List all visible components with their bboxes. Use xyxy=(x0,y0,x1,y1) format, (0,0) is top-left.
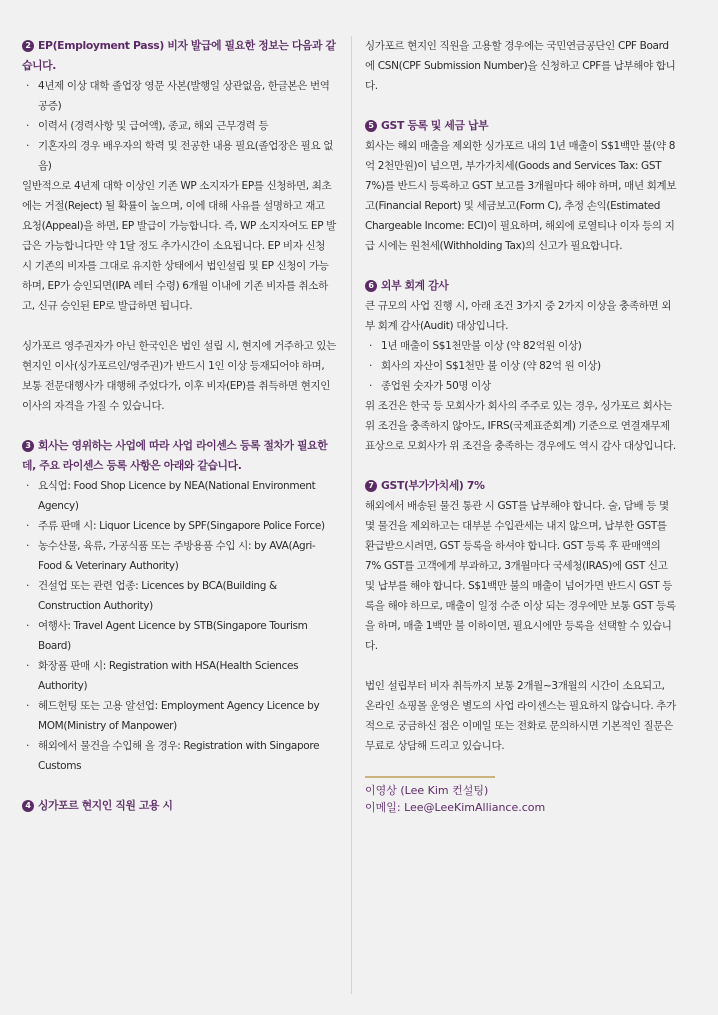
closing-paragraph: 법인 설립부터 비자 취득까지 보통 2개월~3개월의 시간이 소요되고, 온라인 쇼핑몰 운영은 별도의 사업 라이센스는 필요하지 않습니다. 추가적으로 궁금하신 점은 이메일 또는 전화로 문의하시면 기본적인 질문은 무료로 상담해 드리고 있습니다. xyxy=(365,680,676,752)
bullet-dot-icon: · xyxy=(26,700,29,712)
list-item: · 1년 매출이 S$1천만불 이상 (약 82억원 이상) xyxy=(365,336,677,356)
section-number-badge: 3 xyxy=(22,440,34,452)
section-number-badge: 4 xyxy=(22,800,34,812)
list-item: · 요식업: Food Shop Licence by NEA(National Environment Agency) xyxy=(22,476,337,516)
section-number-badge: 2 xyxy=(22,40,34,52)
magazine-page xyxy=(22,36,696,994)
bullet-dot-icon: · xyxy=(369,380,372,392)
section-2-heading: 2 EP(Employment Pass) 비자 발급에 필요한 정보는 다음과 같습니다. xyxy=(22,39,336,72)
list-item: · 헤드헌팅 또는 고용 알선업: Employment Agency Licence by MOM(Ministry of Manpower) xyxy=(22,696,337,736)
bullet-dot-icon: · xyxy=(26,520,29,532)
section-number-badge: 7 xyxy=(365,480,377,492)
column-divider xyxy=(351,36,352,994)
section-6-heading: 6 외부 회계 감사 xyxy=(365,276,677,296)
section-number-badge: 6 xyxy=(365,280,377,292)
body-paragraph: 일반적으로 4년제 대학 이상인 기존 WP 소지자가 EP를 신청하면, 최초에는 거절(Reject) 될 확률이 높으며, 이에 대해 사유를 설명하고 재고 요청(Appeal)을 하면, EP 발급이 가능합니다. 즉, WP 소지자여도 EP 발급은 가능합니다만 약 1달 정도 추가시간이 소요됩니다. EP 비자 신청 시 기존의 비자를 그대로 유지한 상태에서 법인설립 및 EP 신청이 가능하며, EP가 승인되면(IPA 레터 수령) 6개월 이내에 기존 비자를 취소하고, 신규 승인된 EP로 발급하면 됩니다. xyxy=(22,180,336,312)
list-item: · 4년제 이상 대학 졸업장 영문 사본(발행일 상관없음, 한글본은 번역 공증) xyxy=(22,76,337,116)
section-4-heading: 4 싱가포르 현지인 직원 고용 시 xyxy=(22,796,337,816)
bullet-dot-icon: · xyxy=(26,660,29,672)
bullet-dot-icon: · xyxy=(26,540,29,552)
body-paragraph: 위 조건은 한국 등 모회사가 회사의 주주로 있는 경우, 싱가포르 회사는 위 조건을 충족하지 않아도, IFRS(국제표준회계) 기준으로 연결재무제표상으로 모회사가 위 조건을 충족하는 경우에도 역시 감사 대상입니다. xyxy=(365,400,676,452)
section-number-badge: 5 xyxy=(365,120,377,132)
list-item: · 기혼자의 경우 배우자의 학력 및 전공한 내용 필요(졸업장은 필요 없음) xyxy=(22,136,337,176)
bullet-dot-icon: · xyxy=(369,340,372,352)
bullet-dot-icon: · xyxy=(26,480,29,492)
bullet-dot-icon: · xyxy=(26,620,29,632)
list-item: · 주류 판매 시: Liquor Licence by SPF(Singapore Police Force) xyxy=(22,516,337,536)
body-paragraph: 싱가포르 영주권자가 아닌 한국인은 법인 설립 시, 현지에 거주하고 있는 현지인 이사(싱가포르인/영주권)가 반드시 1인 이상 등재되어야 하며, 보통 전문대행사가 대행해 주었다가, 이후 비자(EP)를 취득하면 현지인 이사의 자격을 가질 수 있습니다. xyxy=(22,340,336,412)
author-email: 이메일: Lee@LeeKimAlliance.com xyxy=(365,801,546,814)
list-item: · 건설업 또는 관련 업종: Licences by BCA(Building & Construction Authority) xyxy=(22,576,337,616)
author-divider xyxy=(365,776,495,778)
body-paragraph: 회사는 해외 매출을 제외한 싱가포르 내의 1년 매출이 S$1백만 불(약 8억 2천만원)이 넘으면, 부가가치세(Goods and Services Tax: GST 7%)를 반드시 등록하고 GST 보고를 3개월마다 해야 하며, 매년 회계보고(Financial Report) 및 세금보고(Form C), 추정 손익(Estimated Chargeable Income: ECI)이 필요하며, 해외에 로열티나 이자 등의 지급 시에는 원천세(Withholding Tax)의 신고가 필요합니다. xyxy=(365,140,677,252)
bullet-dot-icon: · xyxy=(26,120,29,132)
section-3-heading: 3 회사는 영위하는 사업에 따라 사업 라이센스 등록 절차가 필요한데, 주요 라이센스 등록 사항은 아래와 같습니다. xyxy=(22,439,328,472)
bullet-dot-icon: · xyxy=(26,140,29,152)
list-item: · 회사의 자산이 S$1천만 불 이상 (약 82억 원 이상) xyxy=(365,356,677,376)
section-7-heading: 7 GST(부가가치세) 7% xyxy=(365,476,677,496)
body-paragraph: 큰 규모의 사업 진행 시, 아래 조건 3가지 중 2가지 이상을 충족하면 외부 회계 감사(Audit) 대상입니다. xyxy=(365,300,672,332)
body-paragraph: 해외에서 배송된 물건 통관 시 GST를 납부해야 합니다. 술, 담배 등 몇몇 물건을 제외하고는 대부분 수입관세는 내지 않으며, 납부한 GST를 환급받으시려면, GST 등록을 하셔야 합니다. GST 등록 후 판매액의 7% GST를 고객에게 부과하고, 3개월마다 국세청(IRAS)에 GST 신고 및 납부를 해야 합니다. S$1백만 불의 매출이 넘어가면 반드시 GST 등록을 해야 하므로, 매출이 일정 수준 이상 되는 경우에만 보통 GST 등록을 하며, 매출 1백만 불 이하이면, 필요시에만 등록을 선택할 수 있습니다. xyxy=(365,500,676,652)
bullet-dot-icon: · xyxy=(369,360,372,372)
list-item: · 화장품 판매 시: Registration with HSA(Health Sciences Authority) xyxy=(22,656,337,696)
list-item: · 여행사: Travel Agent Licence by STB(Singapore Tourism Board) xyxy=(22,616,337,656)
bullet-dot-icon: · xyxy=(26,80,29,92)
list-item: · 농수산물, 육류, 가공식품 또는 주방용품 수입 시: by AVA(Agri-Food & Veterinary Authority) xyxy=(22,536,337,576)
author-name: 이영상 (Lee Kim 컨설팅) xyxy=(365,784,489,797)
left-column xyxy=(22,36,337,816)
bullet-dot-icon: · xyxy=(26,580,29,592)
list-item: · 해외에서 물건을 수입해 올 경우: Registration with Singapore Customs xyxy=(22,736,337,776)
body-paragraph: 싱가포르 현지인 직원을 고용할 경우에는 국민연금공단인 CPF Board에 CSN(CPF Submission Number)을 신청하고 CPF를 납부해야 합니다. xyxy=(365,40,676,92)
section-5-heading: 5 GST 등록 및 세금 납부 xyxy=(365,116,677,136)
list-item: · 이력서 (경력사항 및 급여액), 종교, 해외 근무경력 등 xyxy=(22,116,337,136)
right-column xyxy=(365,36,677,816)
list-item: · 종업원 숫자가 50명 이상 xyxy=(365,376,677,396)
bullet-dot-icon: · xyxy=(26,740,29,752)
